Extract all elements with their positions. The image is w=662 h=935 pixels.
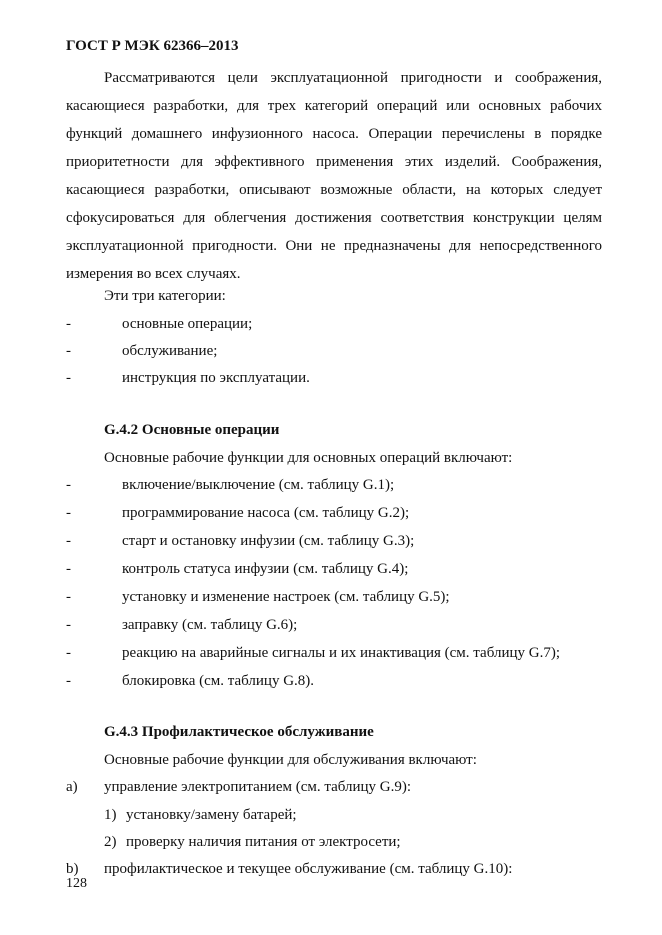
list-dash: - <box>66 370 71 386</box>
paragraph-line: функций домашнего инфузионного насоса. Операции перечислены в порядке <box>66 126 602 142</box>
list-dash: - <box>66 645 71 661</box>
list-dash: - <box>66 533 71 549</box>
section-heading-g43: G.4.3 Профилактическое обслуживание <box>104 724 374 740</box>
list-marker: a) <box>66 779 78 795</box>
sublist-item: проверку наличия питания от электросети; <box>126 834 401 850</box>
list-item: блокировка (см. таблицу G.8). <box>122 673 315 689</box>
list-dash: - <box>66 477 71 493</box>
list-item: профилактическое и текущее обслуживание (см. таблицу G.10): <box>104 861 513 877</box>
paragraph-line: Рассматриваются цели эксплуатационной пригодности и соображения, <box>104 70 602 86</box>
list-dash: - <box>66 316 71 332</box>
paragraph-line: измерения во всех случаях. <box>66 266 241 282</box>
list-item: старт и остановку инфузии (см. таблицу G.3); <box>122 533 415 549</box>
list-item: управление электропитанием (см. таблицу G.9): <box>104 779 412 795</box>
list-item: программирование насоса (см. таблицу G.2); <box>122 505 410 521</box>
section-intro: Основные рабочие функции для основных операций включают: <box>104 450 513 466</box>
paragraph-line: приоритетности для эффективного применения этих изделий. Соображения, <box>66 154 602 170</box>
sublist-marker: 2) <box>104 834 117 850</box>
list-dash: - <box>66 505 71 521</box>
page-number: 128 <box>66 876 87 891</box>
intro-paragraph <box>66 64 602 288</box>
paragraph-line: эксплуатационной пригодности. Они не предназначены для непосредственного <box>66 238 602 254</box>
section-intro: Основные рабочие функции для обслуживания включают: <box>104 752 477 768</box>
list-marker: b) <box>66 861 79 877</box>
section-heading-g42: G.4.2 Основные операции <box>104 422 280 438</box>
list-item: установку и изменение настроек (см. таблицу G.5); <box>122 589 450 605</box>
paragraph-line: касающиеся разработки, описывают возможные области, на которых следует <box>66 182 602 198</box>
category-item: основные операции; <box>122 316 253 332</box>
paragraph-line: сфокусироваться для облегчения достижения соответствия конструкции целям <box>66 210 602 226</box>
list-item: заправку (см. таблицу G.6); <box>122 617 298 633</box>
list-dash: - <box>66 343 71 359</box>
sublist-item: установку/замену батарей; <box>126 807 297 823</box>
categories-intro: Эти три категории: <box>104 288 226 304</box>
document-header: ГОСТ Р МЭК 62366–2013 <box>66 38 239 54</box>
list-dash: - <box>66 617 71 633</box>
category-item: инструкция по эксплуатации. <box>122 370 310 386</box>
list-dash: - <box>66 561 71 577</box>
list-dash: - <box>66 589 71 605</box>
list-item: реакцию на аварийные сигналы и их инактивация (см. таблицу G.7); <box>122 645 560 661</box>
list-item: включение/выключение (см. таблицу G.1); <box>122 477 395 493</box>
sublist-marker: 1) <box>104 807 117 823</box>
category-item: обслуживание; <box>122 343 218 359</box>
list-item: контроль статуса инфузии (см. таблицу G.4); <box>122 561 409 577</box>
list-dash: - <box>66 673 71 689</box>
paragraph-line: касающиеся разработки, для трех категорий операций или основных рабочих <box>66 98 602 114</box>
